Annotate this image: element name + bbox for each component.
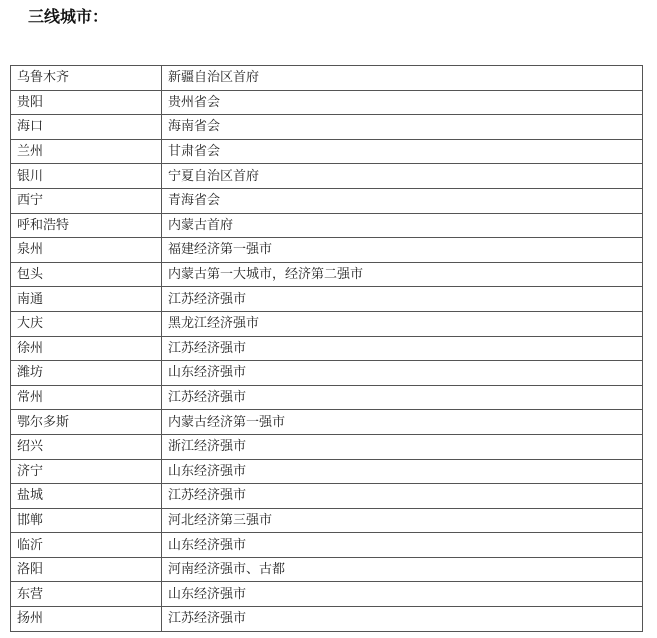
- city-name-cell: 西宁: [11, 188, 162, 213]
- table-row: [11, 484, 643, 509]
- table-row: [11, 139, 643, 164]
- city-note-cell: 河南经济强市、古都: [162, 557, 643, 582]
- city-note-cell: 甘肃省会: [162, 139, 643, 164]
- city-note-cell: 江苏经济强市: [162, 336, 643, 361]
- city-name-cell: 常州: [11, 385, 162, 410]
- city-name-cell: 银川: [11, 164, 162, 189]
- table-row: [11, 164, 643, 189]
- table-row: [11, 361, 643, 386]
- city-name-cell: 济宁: [11, 459, 162, 484]
- city-name-cell: 包头: [11, 262, 162, 287]
- city-name-cell: 徐州: [11, 336, 162, 361]
- city-note-cell: 内蒙古首府: [162, 213, 643, 238]
- table-row: [11, 434, 643, 459]
- city-table-body: [11, 66, 643, 632]
- city-note-cell: 江苏经济强市: [162, 607, 643, 632]
- city-note-cell: 青海省会: [162, 188, 643, 213]
- city-note-cell: 江苏经济强市: [162, 287, 643, 312]
- city-note-cell: 河北经济第三强市: [162, 508, 643, 533]
- city-note-cell: 贵州省会: [162, 90, 643, 115]
- city-name-cell: 绍兴: [11, 434, 162, 459]
- city-name-cell: 扬州: [11, 607, 162, 632]
- city-name-cell: 东营: [11, 582, 162, 607]
- city-name-cell: 盐城: [11, 484, 162, 509]
- city-note-cell: 福建经济第一强市: [162, 238, 643, 263]
- table-row: [11, 582, 643, 607]
- city-name-cell: 贵阳: [11, 90, 162, 115]
- city-name-cell: 海口: [11, 115, 162, 140]
- city-note-cell: 内蒙古第一大城市，经济第二强市: [162, 262, 643, 287]
- section-heading: 三线城市：: [28, 7, 109, 26]
- city-note-cell: 浙江经济强市: [162, 434, 643, 459]
- city-name-cell: 大庆: [11, 311, 162, 336]
- city-name-cell: 乌鲁木齐: [11, 66, 162, 91]
- table-row: [11, 238, 643, 263]
- city-note-cell: 江苏经济强市: [162, 484, 643, 509]
- table-row: [11, 533, 643, 558]
- table-row: [11, 66, 643, 91]
- table-row: [11, 90, 643, 115]
- city-note-cell: 山东经济强市: [162, 361, 643, 386]
- table-row: [11, 311, 643, 336]
- table-row: [11, 213, 643, 238]
- table-row: [11, 459, 643, 484]
- city-name-cell: 邯郸: [11, 508, 162, 533]
- city-note-cell: 山东经济强市: [162, 582, 643, 607]
- table-row: [11, 410, 643, 435]
- city-name-cell: 临沂: [11, 533, 162, 558]
- table-row: [11, 188, 643, 213]
- city-note-cell: 江苏经济强市: [162, 385, 643, 410]
- city-note-cell: 内蒙古经济第一强市: [162, 410, 643, 435]
- city-note-cell: 黑龙江经济强市: [162, 311, 643, 336]
- table-row: [11, 336, 643, 361]
- city-name-cell: 南通: [11, 287, 162, 312]
- city-name-cell: 潍坊: [11, 361, 162, 386]
- city-note-cell: 山东经济强市: [162, 459, 643, 484]
- city-name-cell: 呼和浩特: [11, 213, 162, 238]
- city-name-cell: 鄂尔多斯: [11, 410, 162, 435]
- table-row: [11, 385, 643, 410]
- table-row: [11, 287, 643, 312]
- city-table: [10, 65, 643, 632]
- table-row: [11, 262, 643, 287]
- city-note-cell: 宁夏自治区首府: [162, 164, 643, 189]
- city-note-cell: 山东经济强市: [162, 533, 643, 558]
- city-name-cell: 兰州: [11, 139, 162, 164]
- table-row: [11, 115, 643, 140]
- city-name-cell: 泉州: [11, 238, 162, 263]
- table-row: [11, 607, 643, 632]
- city-note-cell: 新疆自治区首府: [162, 66, 643, 91]
- table-row: [11, 557, 643, 582]
- table-row: [11, 508, 643, 533]
- city-note-cell: 海南省会: [162, 115, 643, 140]
- city-name-cell: 洛阳: [11, 557, 162, 582]
